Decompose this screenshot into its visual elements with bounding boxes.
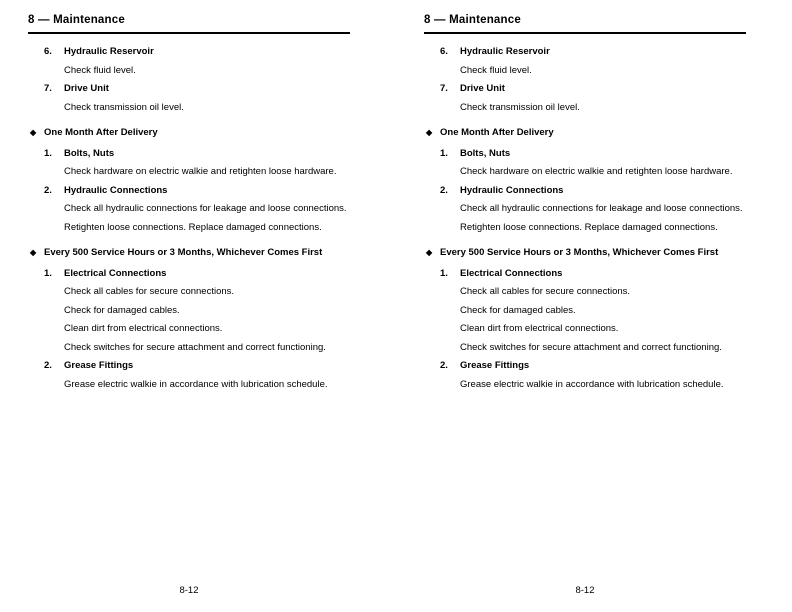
item-text: Check switches for secure attachment and correct functioning. xyxy=(64,341,326,353)
item-title: Drive Unit xyxy=(460,83,505,94)
item-title: Hydraulic Reservoir xyxy=(460,46,550,57)
list-item xyxy=(424,268,746,355)
item-text: Clean dirt from electrical connections. xyxy=(460,323,619,334)
item-text: Grease electric walkie in accordance with lubrication schedule. xyxy=(460,378,724,390)
section xyxy=(28,127,350,234)
item-heading xyxy=(44,148,350,161)
section xyxy=(424,127,746,234)
item-heading xyxy=(44,46,350,59)
item-number: 2. xyxy=(440,184,448,196)
item-title: Electrical Connections xyxy=(64,267,167,279)
item-number: 6. xyxy=(440,46,448,57)
list-item xyxy=(424,148,746,179)
item-text: Retighten loose connections. Replace damaged connections. xyxy=(64,221,322,233)
item-number: 2. xyxy=(44,184,52,196)
item-heading xyxy=(44,268,350,281)
item-text: Grease electric walkie in accordance with lubrication schedule. xyxy=(64,378,328,390)
item-text: Check all hydraulic connections for leakage and loose connections. xyxy=(64,203,347,214)
item-heading xyxy=(44,360,350,373)
list-item xyxy=(28,46,350,77)
item-text: Check for damaged cables. xyxy=(460,304,576,316)
item-text: Retighten loose connections. Replace damaged connections. xyxy=(460,221,718,233)
section-heading xyxy=(30,247,350,260)
diamond-bullet-icon: ◆ xyxy=(30,248,37,257)
item-number: 6. xyxy=(44,46,52,57)
section-title: Every 500 Service Hours or 3 Months, Whichever Comes First xyxy=(44,247,323,258)
item-number: 2. xyxy=(44,360,52,371)
diamond-bullet-icon: ◆ xyxy=(30,128,37,137)
item-title: Bolts, Nuts xyxy=(64,147,115,159)
section-heading xyxy=(426,247,746,260)
item-title: Electrical Connections xyxy=(460,267,563,279)
item-heading xyxy=(44,83,350,96)
section-heading xyxy=(30,127,350,140)
item-title: Hydraulic Reservoir xyxy=(64,46,154,57)
section xyxy=(28,247,350,391)
list-item xyxy=(28,268,350,355)
item-text: Check fluid level. xyxy=(64,64,136,76)
item-title: Grease Fittings xyxy=(460,360,530,371)
item-title: Drive Unit xyxy=(64,83,109,94)
item-text: Check transmission oil level. xyxy=(460,101,580,113)
item-number: 2. xyxy=(440,360,448,371)
list-item xyxy=(28,83,350,114)
item-text: Check switches for secure attachment and correct functioning. xyxy=(460,341,722,353)
section-title: One Month After Delivery xyxy=(44,127,158,138)
list-item xyxy=(28,360,350,391)
item-title: Grease Fittings xyxy=(64,360,134,371)
list-item xyxy=(424,46,746,77)
list-item xyxy=(424,83,746,114)
item-text: Check for damaged cables. xyxy=(64,304,180,316)
chapter-header: 8 — Maintenance xyxy=(28,13,350,34)
item-heading xyxy=(440,185,746,198)
item-text: Check transmission oil level. xyxy=(64,101,184,113)
right-page xyxy=(424,13,746,612)
item-text: Check fluid level. xyxy=(460,64,532,76)
diamond-bullet-icon: ◆ xyxy=(426,248,433,257)
list-item xyxy=(28,185,350,235)
diamond-bullet-icon: ◆ xyxy=(426,128,433,137)
item-number: 1. xyxy=(440,147,448,159)
item-title: Hydraulic Connections xyxy=(64,184,168,196)
item-text: Check all cables for secure connections. xyxy=(64,286,235,297)
list-item xyxy=(28,148,350,179)
item-number: 1. xyxy=(44,147,52,159)
list-item xyxy=(424,185,746,235)
item-text: Check hardware on electric walkie and retighten loose hardware. xyxy=(64,166,337,177)
item-heading xyxy=(44,185,350,198)
item-text: Check hardware on electric walkie and retighten loose hardware. xyxy=(460,166,733,177)
item-title: Hydraulic Connections xyxy=(460,184,564,196)
page-number: 8-12 xyxy=(575,585,595,596)
item-heading xyxy=(440,83,746,96)
section-title: One Month After Delivery xyxy=(440,127,554,138)
item-number: 1. xyxy=(44,267,52,279)
left-page xyxy=(28,13,350,612)
item-text: Check all cables for secure connections. xyxy=(460,286,631,297)
item-text: Clean dirt from electrical connections. xyxy=(64,323,223,334)
page-number: 8-12 xyxy=(179,585,199,596)
item-heading xyxy=(440,360,746,373)
item-number: 1. xyxy=(440,267,448,279)
section xyxy=(424,247,746,391)
item-heading xyxy=(440,268,746,281)
section-title: Every 500 Service Hours or 3 Months, Whichever Comes First xyxy=(440,247,719,258)
section-heading xyxy=(426,127,746,140)
item-text: Check all hydraulic connections for leakage and loose connections. xyxy=(460,203,743,214)
chapter-header: 8 — Maintenance xyxy=(424,13,746,34)
item-number: 7. xyxy=(440,83,448,94)
item-heading xyxy=(440,46,746,59)
list-item xyxy=(424,360,746,391)
item-heading xyxy=(440,148,746,161)
item-number: 7. xyxy=(44,83,52,94)
item-title: Bolts, Nuts xyxy=(460,147,511,159)
